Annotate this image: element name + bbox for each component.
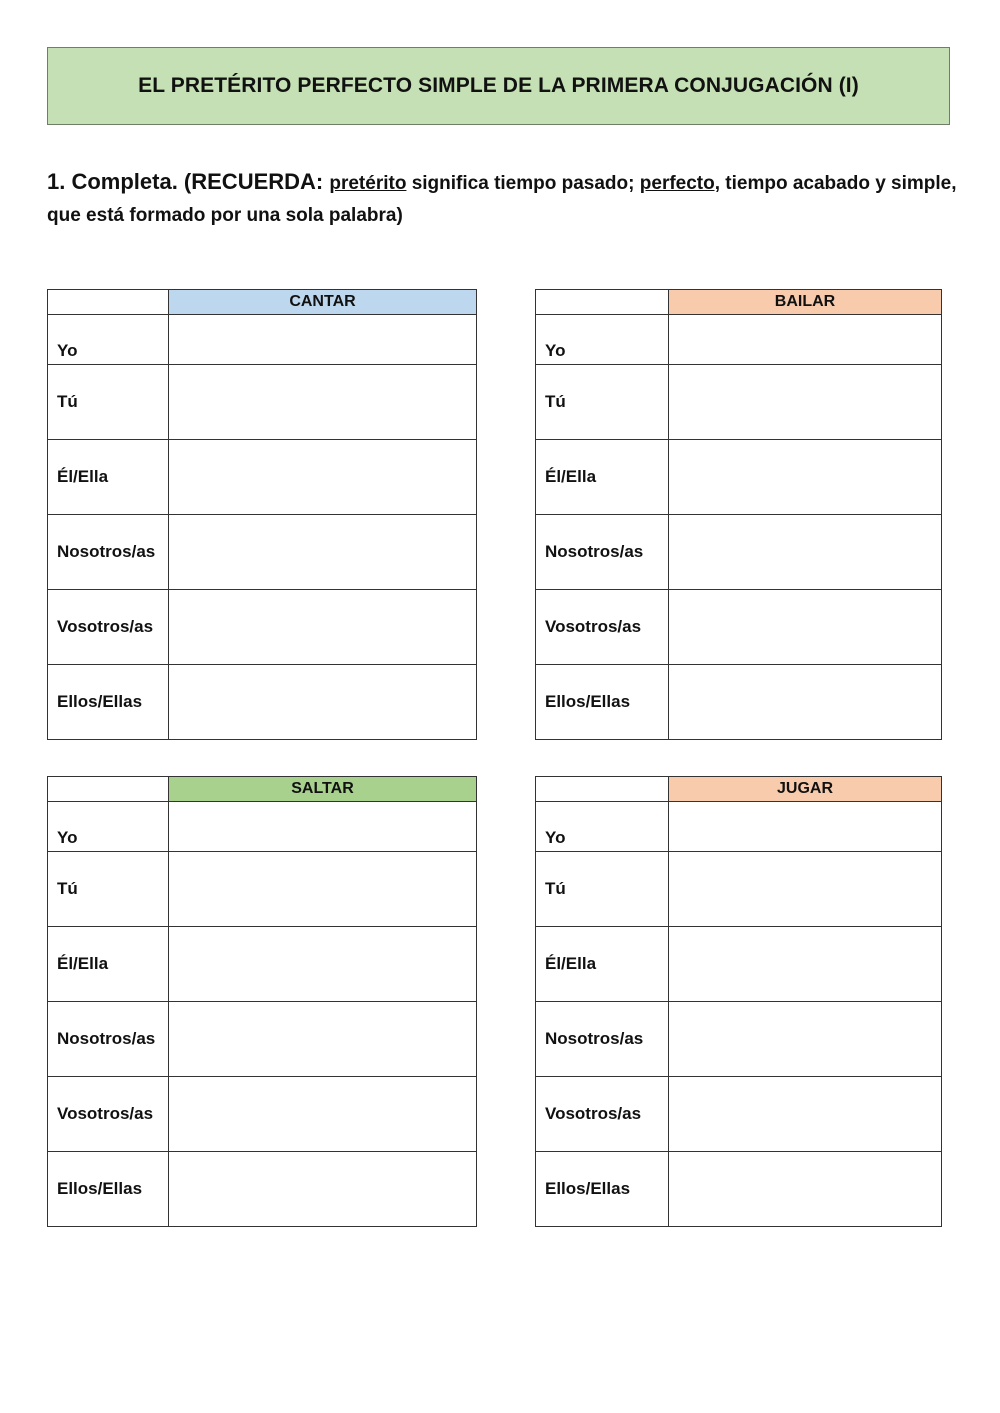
verb-table-cantar	[47, 289, 477, 740]
header-blank-cell	[536, 290, 669, 315]
pronoun-label: Vosotros/as	[48, 1077, 169, 1152]
answer-cell[interactable]	[669, 927, 942, 1002]
instructions	[47, 166, 957, 232]
answer-cell[interactable]	[669, 665, 942, 740]
verb-table-saltar	[47, 776, 477, 1227]
answer-cell[interactable]	[169, 1152, 477, 1227]
instructions-text-1: significa tiempo pasado;	[406, 173, 640, 194]
answer-cell[interactable]	[669, 515, 942, 590]
header-blank-cell	[48, 777, 169, 802]
answer-cell[interactable]	[669, 440, 942, 515]
answer-cell[interactable]	[669, 802, 942, 852]
answer-cell[interactable]	[669, 1077, 942, 1152]
verb-table-jugar	[535, 776, 942, 1227]
instructions-text-2: tiempo acabado y simple, que está formado por una sola palabra)	[47, 173, 957, 226]
answer-cell[interactable]	[169, 590, 477, 665]
verb-header: SALTAR	[169, 777, 477, 802]
pronoun-label: Nosotros/as	[536, 515, 669, 590]
header-blank-cell	[48, 290, 169, 315]
pronoun-label: Ellos/Ellas	[536, 1152, 669, 1227]
answer-cell[interactable]	[169, 440, 477, 515]
pronoun-label: Vosotros/as	[536, 590, 669, 665]
answer-cell[interactable]	[169, 315, 477, 365]
verb-header: JUGAR	[669, 777, 942, 802]
answer-cell[interactable]	[669, 1152, 942, 1227]
answer-cell[interactable]	[669, 315, 942, 365]
verb-header: BAILAR	[669, 290, 942, 315]
pronoun-label: Yo	[48, 802, 169, 852]
pronoun-label: Ellos/Ellas	[48, 1152, 169, 1227]
verb-table-bailar	[535, 289, 942, 740]
answer-cell[interactable]	[169, 665, 477, 740]
answer-cell[interactable]	[169, 515, 477, 590]
answer-cell[interactable]	[169, 927, 477, 1002]
pronoun-label: Tú	[536, 365, 669, 440]
pronoun-label: Nosotros/as	[536, 1002, 669, 1077]
term-perfecto: perfecto,	[639, 173, 721, 194]
pronoun-label: Tú	[48, 852, 169, 927]
answer-cell[interactable]	[669, 1002, 942, 1077]
answer-cell[interactable]	[169, 802, 477, 852]
title-banner	[47, 47, 950, 125]
pronoun-label: Vosotros/as	[536, 1077, 669, 1152]
pronoun-label: Él/Ella	[536, 440, 669, 515]
instructions-lead: 1. Completa. (RECUERDA:	[47, 169, 330, 194]
pronoun-label: Tú	[536, 852, 669, 927]
answer-cell[interactable]	[169, 1002, 477, 1077]
pronoun-label: Nosotros/as	[48, 515, 169, 590]
pronoun-label: Nosotros/as	[48, 1002, 169, 1077]
pronoun-label: Él/Ella	[48, 440, 169, 515]
answer-cell[interactable]	[169, 852, 477, 927]
pronoun-label: Ellos/Ellas	[536, 665, 669, 740]
header-blank-cell	[536, 777, 669, 802]
verb-header: CANTAR	[169, 290, 477, 315]
pronoun-label: Yo	[48, 315, 169, 365]
answer-cell[interactable]	[669, 365, 942, 440]
pronoun-label: Él/Ella	[48, 927, 169, 1002]
pronoun-label: Ellos/Ellas	[48, 665, 169, 740]
answer-cell[interactable]	[669, 852, 942, 927]
answer-cell[interactable]	[669, 590, 942, 665]
pronoun-label: Yo	[536, 802, 669, 852]
pronoun-label: Vosotros/as	[48, 590, 169, 665]
answer-cell[interactable]	[169, 365, 477, 440]
pronoun-label: Yo	[536, 315, 669, 365]
term-preterito: pretérito	[329, 173, 407, 194]
answer-cell[interactable]	[169, 1077, 477, 1152]
pronoun-label: Él/Ella	[536, 927, 669, 1002]
pronoun-label: Tú	[48, 365, 169, 440]
page-title: EL PRETÉRITO PERFECTO SIMPLE DE LA PRIMERA CONJUGACIÓN (I)	[138, 74, 859, 97]
